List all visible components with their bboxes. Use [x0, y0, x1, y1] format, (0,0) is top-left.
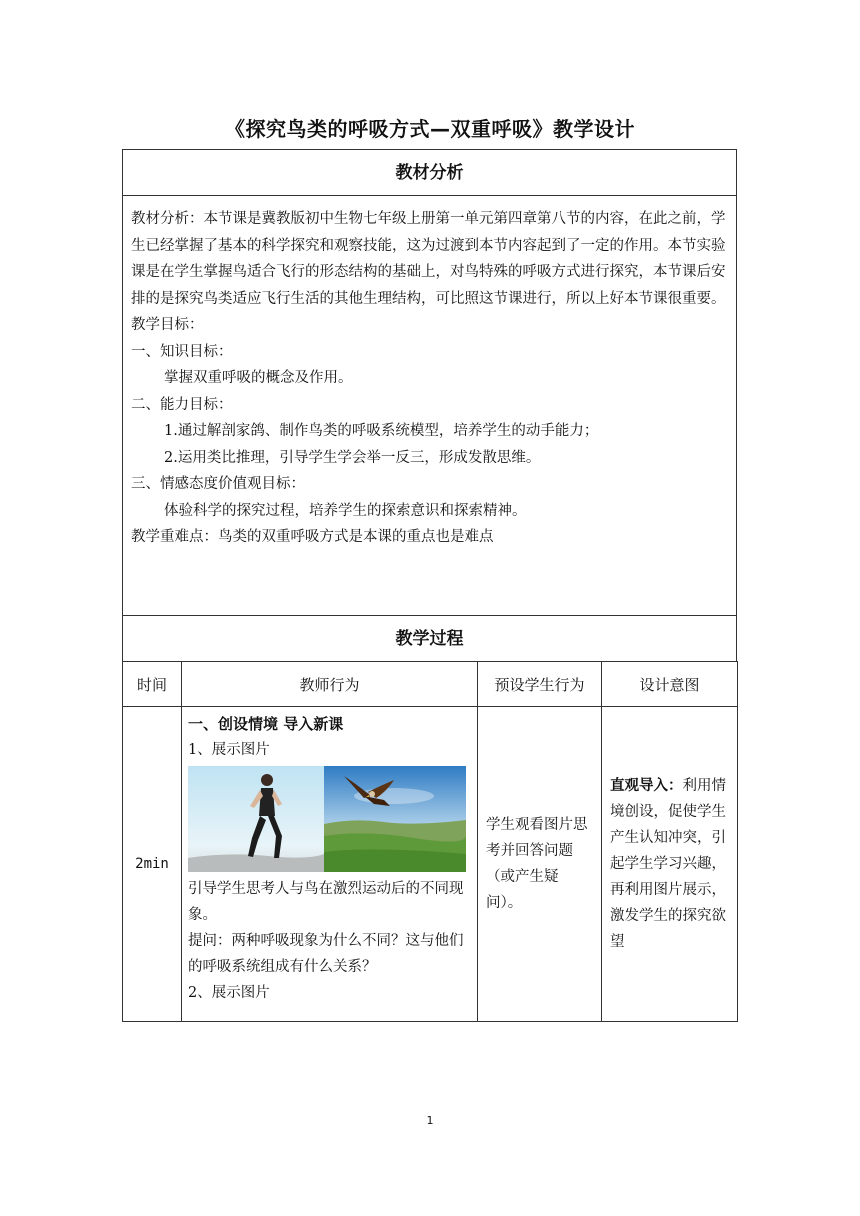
document-title: 《探究鸟类的呼吸方式—双重呼吸》教学设计 [225, 117, 635, 141]
column-header-student: 预设学生行为 [478, 662, 602, 707]
guide-text: 引导学生思考人与鸟在激烈运动后的不同现象。 [188, 881, 464, 923]
process-heading: 教学过程 [122, 615, 737, 662]
table-header-row [123, 662, 738, 707]
question-text: 提问：两种呼吸现象为什么不同？这与他们的呼吸系统组成有什么关系？ [188, 933, 464, 975]
intent-cell [602, 707, 738, 1022]
intent-text: 利用情境创设，促使学生产生认知冲突，引起学生学习兴趣，再利用图片展示，激发学生的探究欲望 [610, 778, 726, 950]
table-row [123, 707, 738, 1022]
process-table [122, 661, 738, 1022]
knowledge-item: 掌握双重呼吸的概念及作用。 [164, 370, 353, 386]
intro-images [188, 766, 466, 872]
emotion-label: 三、情感态度价值观目标： [131, 476, 305, 492]
goals-label: 教学目标： [131, 317, 204, 333]
teacher-cell [182, 707, 478, 1022]
keypoint: 教学重难点：鸟类的双重呼吸方式是本课的重点也是难点 [131, 529, 494, 545]
student-cell: 学生观看图片思考并回答问题（或产生疑问）。 [478, 707, 602, 1022]
knowledge-label: 一、知识目标： [131, 343, 233, 360]
column-header-intent: 设计意图 [602, 662, 738, 707]
intent-bold-label: 直观导入： [610, 778, 683, 794]
time-cell: 2min [123, 707, 182, 1022]
flying-eagle-image [324, 766, 466, 872]
running-woman-image [188, 766, 324, 872]
ability-item: 1.通过解剖家鸽、制作鸟类的呼吸系统模型，培养学生的动手能力； [164, 423, 599, 439]
analysis-heading: 教材分析 [122, 149, 737, 196]
ability-item: 2.运用类比推理，引导学生学会举一反三，形成发散思维。 [164, 449, 541, 466]
page-number: 1 [426, 1114, 434, 1127]
step-2: 2、展示图片 [188, 985, 270, 1001]
column-header-time: 时间 [123, 662, 182, 707]
emotion-item: 体验科学的探究过程，培养学生的探索意识和探索精神。 [164, 502, 527, 519]
ability-label: 二、能力目标： [131, 396, 233, 413]
column-header-teacher: 教师行为 [182, 662, 478, 707]
step-1: 1、展示图片 [188, 742, 270, 758]
section-title: 一、创设情境 导入新课 [188, 715, 344, 733]
analysis-section [122, 195, 737, 616]
analysis-intro: 教材分析：本节课是冀教版初中生物七年级上册第一单元第四章第八节的内容，在此之前，学生已经掌握了基本的科学探究和观察技能，这为过渡到本节内容起到了一定的作用。本节实验课是在学生掌握鸟适合飞行的形态结构的基础上，对鸟特殊的呼吸方式进行探究，本节课后安排的是探究鸟类适应飞行生活的其他生理结构，可比照这节课进行，所以上好本节课很重要。 [131, 211, 726, 307]
